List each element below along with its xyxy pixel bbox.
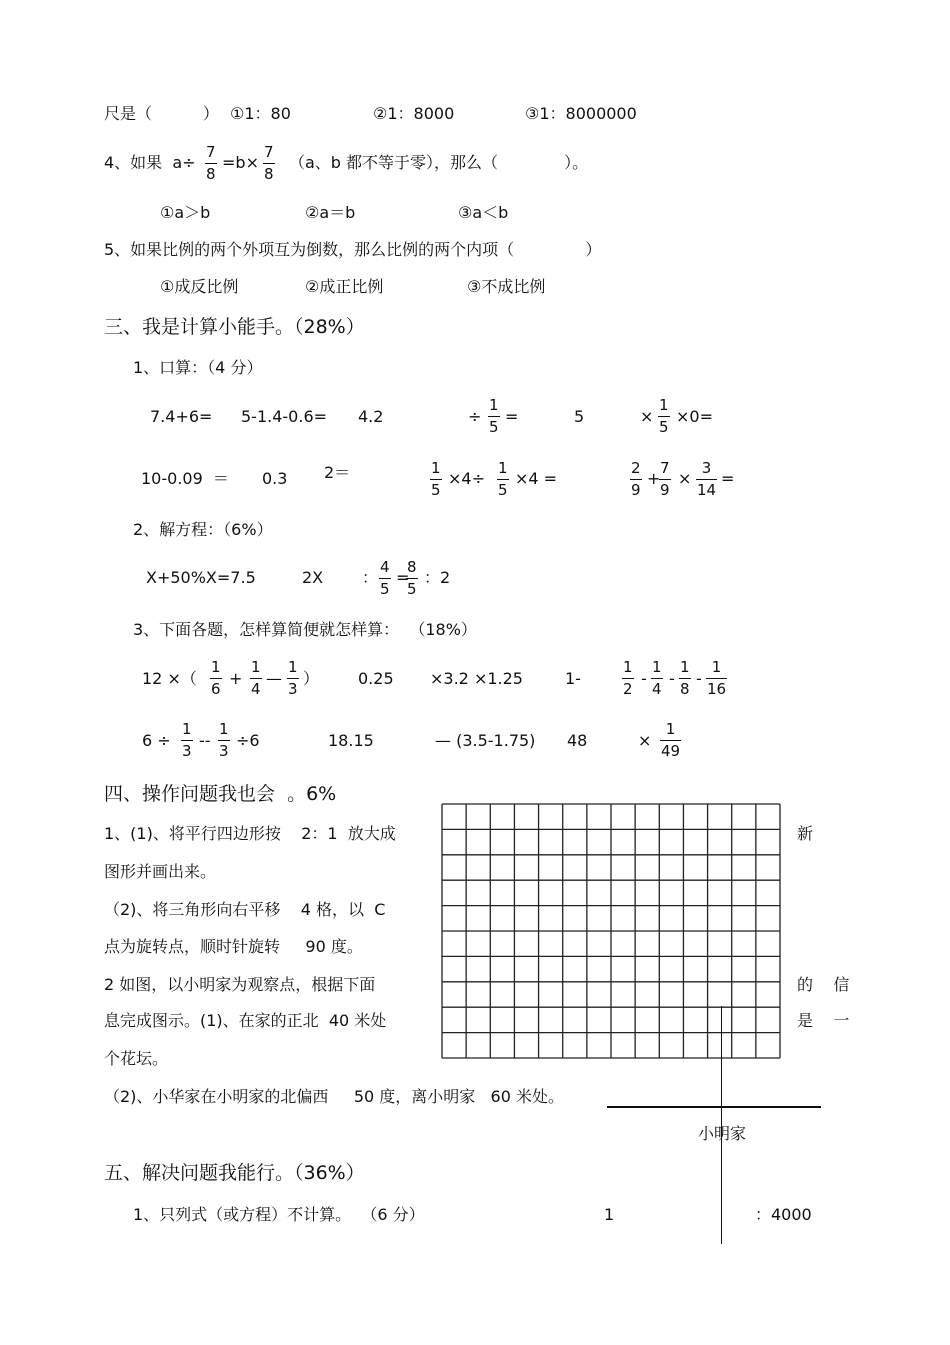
section4-line-5: 2 如图，以小明家为观察点，根据下面	[104, 975, 376, 994]
simplify-2-fraction-1: $\frac{1}{3}$	[182, 720, 192, 760]
q3-option-1: ①1：80	[230, 104, 291, 123]
simplify-1-d-fraction-1: $\frac{1}{2}$	[623, 658, 633, 698]
scale-left: 1	[604, 1205, 615, 1224]
q5-option-3: ③不成比例	[467, 277, 546, 296]
east-west-axis-line	[607, 1106, 821, 1108]
calc-r1-c: 4.2	[358, 407, 384, 426]
simplify-2-e-fraction: $\frac{1}{49}$	[661, 720, 681, 760]
calc-r2-d-post: ×4 =	[515, 469, 558, 488]
section4-line-6-right: 是 一	[797, 1011, 850, 1030]
simplify-1-d-fraction-3: $\frac{1}{8}$	[680, 658, 690, 698]
calc-r1-d-fraction: $\frac{1}{5}$	[489, 396, 499, 436]
calc-r1-d-pre: ÷	[468, 407, 482, 426]
calc-r2-e-fraction-3: $\frac{3}{14}$	[697, 459, 717, 499]
simplify-1-d-fraction-2: $\frac{1}{4}$	[652, 658, 662, 698]
q4-option-2: ②a＝b	[305, 203, 356, 222]
simplify-2-d: 48	[567, 731, 588, 750]
calc-r2-e-post: =	[721, 469, 735, 488]
simplify-1-a-post: ）	[303, 669, 320, 688]
q3-option-2: ②1：8000	[373, 104, 455, 123]
section4-line-5-right: 的 信	[797, 975, 850, 994]
section4-line-2: 图形并画出来。	[104, 862, 217, 881]
q5-text: 5、如果比例的两个外项互为倒数，那么比例的两个内项（ ）	[104, 240, 602, 259]
simplify-2-a-post: ÷6	[236, 731, 260, 750]
simplify-1-fraction-3: $\frac{1}{3}$	[288, 658, 298, 698]
equation-c-mid: =	[396, 568, 410, 587]
calc-r2-e-fraction-1: $\frac{2}{9}$	[631, 459, 641, 499]
section5-title: 五、解决问题我能行。（36%）	[104, 1162, 365, 1184]
equation-c-fraction-1: $\frac{4}{5}$	[380, 558, 390, 598]
simplify-2-b: 18.15	[328, 731, 374, 750]
equation-c-pre: ：	[362, 568, 379, 587]
section5-sub1: 1、只列式（或方程）不计算。 （6 分）	[133, 1205, 425, 1224]
simplify-1-c: ×3.2 ×1.25	[430, 669, 523, 688]
section4-line-1: 1、(1)、将平行四边形按 2：1 放大成	[104, 824, 396, 843]
calc-r2-a: 10-0.09 ＝	[141, 469, 229, 488]
calc-r2-d-fraction-2: $\frac{1}{5}$	[498, 459, 508, 499]
simplify-1-a-pre: 12 ×（	[142, 669, 197, 688]
calc-r2-b: 0.3	[262, 469, 288, 488]
simplify-1-fraction-1: $\frac{1}{6}$	[211, 658, 221, 698]
q4-tail: （a、b 都不等于零），那么（ ）。	[289, 153, 589, 172]
calc-r1-b: 5-1.4-0.6=	[241, 407, 328, 426]
section4-line-7: 个花坛。	[104, 1049, 169, 1068]
calc-r1-f-fraction: $\frac{1}{5}$	[659, 396, 669, 436]
section4-line-6: 息完成图示。(1)、在家的正北 40 米处	[104, 1011, 387, 1030]
equation-a: X+50%X=7.5	[146, 568, 256, 587]
section3-sub2: 2、解方程：（6%）	[133, 520, 273, 539]
scale-right: ：4000	[755, 1205, 812, 1224]
q4-lead: 4、如果 a÷	[104, 153, 196, 172]
calc-r2-d-fraction-1: $\frac{1}{5}$	[431, 459, 441, 499]
calc-r2-d-mid: ×4÷	[448, 469, 485, 488]
simplify-1-minus: —	[266, 669, 282, 688]
calc-r2-e-plus: +	[647, 469, 661, 488]
simplify-2-a-pre: 6 ÷	[142, 731, 171, 750]
q4-fraction-2: $\frac{7}{8}$	[264, 143, 274, 183]
q3-option-3: ③1：8000000	[525, 104, 637, 123]
simplify-1-d-dash-2: -	[669, 669, 675, 688]
section4-title: 四、操作问题我也会 。6%	[104, 783, 337, 805]
equation-c-fraction-2: $\frac{8}{5}$	[407, 558, 417, 598]
q4-option-3: ③a＜b	[458, 203, 509, 222]
section4-line-4: 点为旋转点，顺时针旋转 90 度。	[104, 937, 363, 956]
simplify-2-c: — (3.5-1.75)	[435, 731, 536, 750]
calc-r1-f-pre: ×	[640, 407, 654, 426]
calc-r1-e: 5	[574, 407, 585, 426]
calc-r2-e-fraction-2: $\frac{7}{9}$	[660, 459, 670, 499]
q5-option-2: ②成正比例	[305, 277, 384, 296]
q4-option-1: ①a＞b	[160, 203, 211, 222]
simplify-1-b: 0.25	[358, 669, 394, 688]
simplify-1-d-dash-3: -	[696, 669, 702, 688]
section4-line-1-right: 新	[797, 824, 814, 843]
equation-c-post: ：2	[424, 568, 451, 587]
simplify-1-d-dash-1: -	[641, 669, 647, 688]
calc-r2-e-times: ×	[678, 469, 692, 488]
simplify-1-plus: +	[229, 669, 243, 688]
section3-title: 三、我是计算小能手。（28%）	[104, 316, 365, 338]
q5-option-1: ①成反比例	[160, 277, 239, 296]
simplify-2-a-mid: --	[199, 731, 211, 750]
calc-r1-f-post: ×0=	[676, 407, 713, 426]
equation-b: 2X	[302, 568, 324, 587]
simplify-2-e-pre: ×	[638, 731, 652, 750]
q4-mid: =b×	[222, 153, 259, 172]
section3-sub1: 1、口算：（4 分）	[133, 358, 263, 377]
calc-r2-c: 2＝	[324, 463, 351, 482]
calc-r1-d-post: =	[505, 407, 519, 426]
simplify-1-fraction-2: $\frac{1}{4}$	[251, 658, 261, 698]
q4-fraction-1: $\frac{7}{8}$	[206, 143, 216, 183]
simplify-2-fraction-2: $\frac{1}{3}$	[219, 720, 229, 760]
q3-prefix: 尺是（ ）	[104, 104, 219, 123]
calc-r1-a: 7.4+6=	[150, 407, 213, 426]
simplify-1-d-fraction-4: $\frac{1}{16}$	[707, 658, 727, 698]
section4-line-3: （2)、将三角形向右平移 4 格，以 C	[104, 900, 386, 919]
section3-sub3: 3、下面各题，怎样算简便就怎样算： （18%）	[133, 620, 477, 639]
square-grid	[441, 803, 781, 1059]
home-label: 小明家	[698, 1124, 747, 1143]
section4-line-8: （2)、小华家在小明家的北偏西 50 度，离小明家 60 米处。	[104, 1087, 565, 1106]
simplify-1-d: 1-	[565, 669, 581, 688]
